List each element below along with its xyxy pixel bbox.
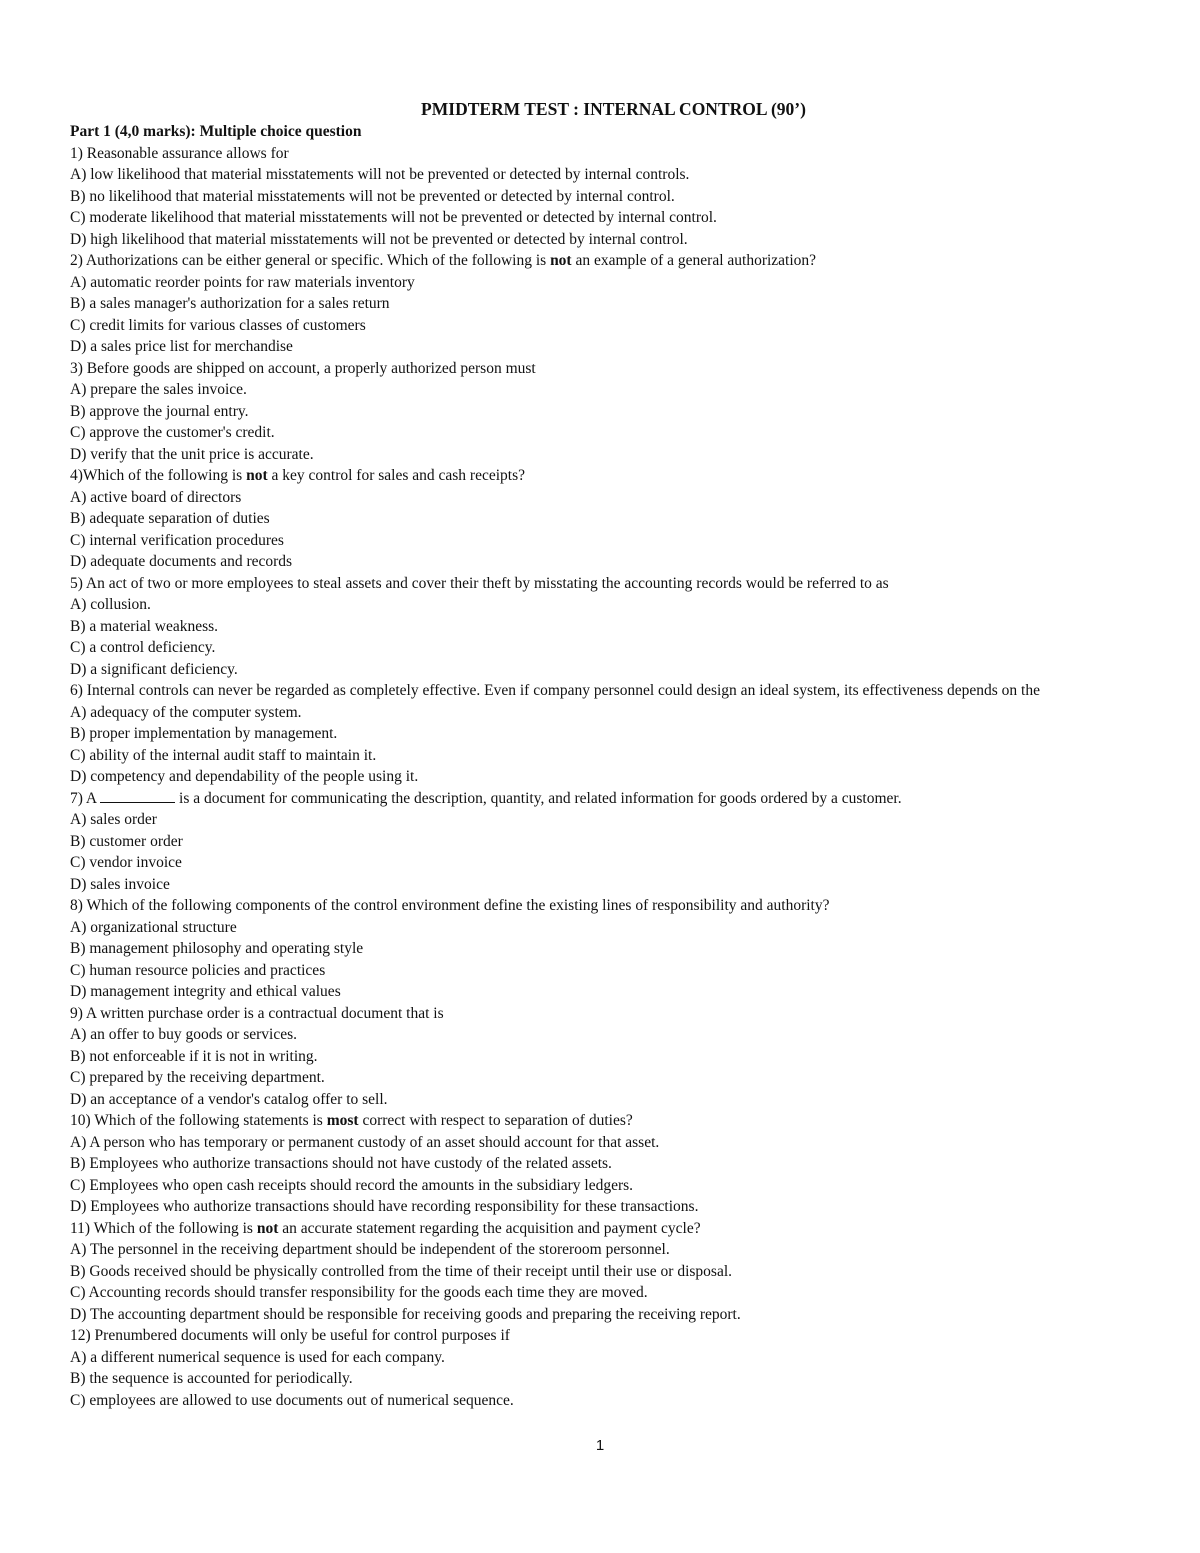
question-7-text-start: 7) A	[70, 789, 101, 807]
document-body	[70, 97, 1135, 1411]
question-7	[70, 788, 1135, 810]
question-12-option-c: C) employees are allowed to use documents out of numerical sequence.	[70, 1391, 514, 1409]
question-7-option-a: A) sales order	[70, 811, 157, 828]
question-7-option-b: B) customer order	[70, 832, 183, 850]
question-4-option-d: D) adequate documents and records	[70, 553, 293, 570]
question-8-option-d: D) management integrity and ethical values	[70, 983, 341, 1000]
question-4-emphasis: not	[246, 467, 268, 484]
question-10-text-end: correct with respect to separation of duties?	[358, 1112, 633, 1129]
question-9-option-c: C) prepared by the receiving department.	[70, 1069, 325, 1086]
question-1-option-d: D) high likelihood that material misstatements will not be prevented or detected by internal control.	[70, 230, 688, 248]
question-11	[70, 1218, 1135, 1240]
question-5-option-b: B) a material weakness.	[70, 617, 219, 635]
question-4-option-c: C) internal verification procedures	[70, 531, 284, 549]
question-5: 5) An act of two or more employees to steal assets and cover their theft by misstating the accounting records would be referred to as	[70, 574, 889, 592]
question-9-option-a: A) an offer to buy goods or services.	[70, 1026, 297, 1043]
question-9: 9) A written purchase order is a contractual document that is	[70, 1004, 444, 1022]
question-7-option-c: C) vendor invoice	[70, 854, 182, 871]
question-12-option-b: B) the sequence is accounted for periodically.	[70, 1370, 353, 1387]
question-3-option-b: B) approve the journal entry.	[70, 402, 249, 420]
question-10-emphasis: most	[326, 1112, 359, 1129]
question-2-option-a: A) automatic reorder points for raw materials inventory	[70, 273, 415, 291]
question-6-option-b: B) proper implementation by management.	[70, 725, 338, 742]
question-6-option-a: A) adequacy of the computer system.	[70, 703, 302, 721]
question-2	[70, 250, 1135, 272]
question-4-text-start: 4)Which of the following is	[70, 467, 247, 484]
question-4-text-end: a key control for sales and cash receipts?	[267, 467, 525, 484]
question-11-option-c: C) Accounting records should transfer responsibility for the goods each time they are moved.	[70, 1284, 648, 1301]
question-7-option-d: D) sales invoice	[70, 875, 170, 893]
question-2-option-c: C) credit limits for various classes of customers	[70, 316, 366, 334]
question-12-option-a: A) a different numerical sequence is used for each company.	[70, 1348, 445, 1366]
question-6-option-c: C) ability of the internal audit staff to maintain it.	[70, 746, 377, 764]
question-2-text-start: 2) Authorizations can be either general or specific. Which of the following is	[70, 252, 551, 269]
question-6: 6) Internal controls can never be regarded as completely effective. Even if company personnel could design an ideal system, its effectiveness depends on the	[70, 682, 1040, 699]
question-1-option-a: A) low likelihood that material misstatements will not be prevented or detected by internal controls.	[70, 166, 690, 183]
question-2-emphasis: not	[550, 252, 572, 269]
question-2-option-b: B) a sales manager's authorization for a sales return	[70, 295, 390, 312]
question-11-option-d: D) The accounting department should be responsible for receiving goods and preparing the receiving report.	[70, 1305, 741, 1323]
question-11-text-start: 11) Which of the following is	[70, 1219, 257, 1237]
part-heading: Part 1 (4,0 marks): Multiple choice question	[70, 123, 362, 140]
question-11-option-a: A) The personnel in the receiving department should be independent of the storeroom personnel.	[70, 1241, 670, 1258]
question-3-option-d: D) verify that the unit price is accurate.	[70, 445, 314, 463]
page-title: PMIDTERM TEST : INTERNAL CONTROL (90’)	[421, 99, 806, 119]
question-8-option-a: A) organizational structure	[70, 918, 237, 936]
question-11-option-b: B) Goods received should be physically controlled from the time of their receipt until their use or disposal.	[70, 1262, 733, 1280]
question-5-option-d: D) a significant deficiency.	[70, 660, 238, 678]
fill-in-blank	[100, 790, 175, 803]
question-10-option-d: D) Employees who authorize transactions should have recording responsibility for these transactions.	[70, 1198, 699, 1215]
question-8-option-b: B) management philosophy and operating style	[70, 940, 364, 957]
question-1-option-b: B) no likelihood that material misstatements will not be prevented or detected by internal control.	[70, 187, 675, 205]
question-8: 8) Which of the following components of the control environment define the existing lines of responsibility and authority?	[70, 897, 830, 914]
question-10-option-a: A) A person who has temporary or permanent custody of an asset should account for that asset.	[70, 1133, 660, 1151]
question-10-text-start: 10) Which of the following statements is	[70, 1112, 327, 1129]
question-10-option-c: C) Employees who open cash receipts should record the amounts in the subsidiary ledgers.	[70, 1176, 634, 1194]
question-9-option-b: B) not enforceable if it is not in writing.	[70, 1047, 318, 1065]
question-3-option-c: C) approve the customer's credit.	[70, 424, 275, 441]
question-11-emphasis: not	[256, 1219, 279, 1237]
question-4	[70, 465, 1135, 487]
question-10-option-b: B) Employees who authorize transactions should not have custody of the related assets.	[70, 1155, 612, 1172]
question-2-option-d: D) a sales price list for merchandise	[70, 338, 293, 355]
question-3-option-a: A) prepare the sales invoice.	[70, 381, 247, 398]
question-11-text-end: an accurate statement regarding the acquisition and payment cycle?	[278, 1219, 701, 1237]
question-1-option-c: C) moderate likelihood that material misstatements will not be prevented or detected by internal control.	[70, 209, 717, 226]
question-10	[70, 1110, 1135, 1132]
question-4-option-a: A) active board of directors	[70, 488, 242, 506]
question-6-option-d: D) competency and dependability of the people using it.	[70, 768, 419, 785]
question-5-option-a: A) collusion.	[70, 596, 151, 613]
page-number: 1	[595, 1437, 605, 1454]
question-4-option-b: B) adequate separation of duties	[70, 510, 270, 527]
question-3: 3) Before goods are shipped on account, a properly authorized person must	[70, 359, 536, 377]
question-1: 1) Reasonable assurance allows for	[70, 144, 289, 162]
question-12: 12) Prenumbered documents will only be useful for control purposes if	[70, 1327, 510, 1344]
question-8-option-c: C) human resource policies and practices	[70, 961, 326, 979]
question-9-option-d: D) an acceptance of a vendor's catalog offer to sell.	[70, 1090, 388, 1108]
question-7-text-end: is a document for communicating the description, quantity, and related information for goods ordered by a customer.	[175, 789, 902, 807]
question-2-text-end: an example of a general authorization?	[571, 252, 817, 269]
question-5-option-c: C) a control deficiency.	[70, 639, 216, 656]
